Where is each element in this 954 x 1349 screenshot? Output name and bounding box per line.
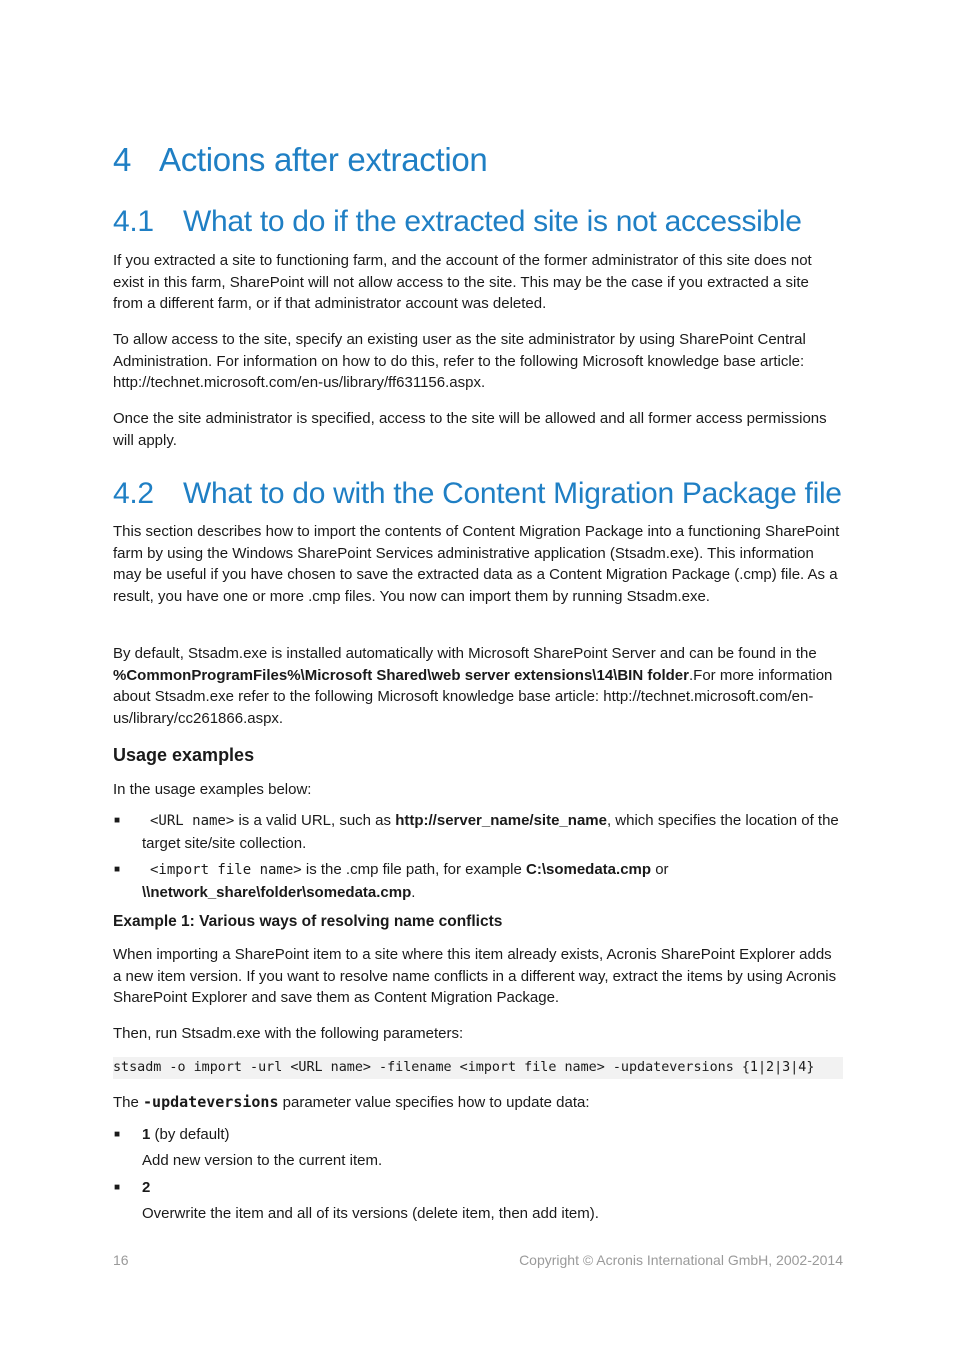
list-item — [113, 810, 843, 854]
text: or — [651, 861, 669, 878]
example-heading: Example 1: Various ways of resolving name conflicts — [113, 913, 503, 930]
code-term: -updateversions — [143, 1093, 279, 1111]
subsection-number: 4.2 — [113, 477, 154, 510]
paragraph: To allow access to the site, specify an existing user as the site administrator by using SharePoint Central Administration. For information on how to do this, refer to the following Microsoft knowledge base article: http://technet.microsoft.com/en-us/library/ff631156.aspx. — [113, 331, 806, 392]
usage-heading: Usage examples — [113, 745, 255, 765]
subsection-4-2-heading — [113, 477, 842, 511]
text: is the .cmp file path, for example — [301, 861, 526, 878]
square-bullet-icon: ■ — [114, 1182, 121, 1193]
text: (by default) — [150, 1126, 230, 1143]
list-item — [113, 859, 843, 903]
code-term: <import file name> — [150, 862, 302, 878]
square-bullet-icon: ■ — [114, 815, 121, 826]
text: The — [113, 1094, 144, 1111]
text: By default, Stsadm.exe is installed automatically with Microsoft SharePoint Server and can be found in the — [113, 645, 817, 662]
section-heading — [113, 141, 487, 179]
option-description: Overwrite the item and all of its versions (delete item, then add item). — [142, 1205, 599, 1222]
text: , which specifies the location of the target site/site collection. — [142, 812, 839, 852]
paragraph: This section describes how to import the contents of Content Migration Package into a functioning SharePoint farm by using the Windows SharePoint Services administrative application (Stsadm.exe). This information may be useful if you have chosen to save the extracted data as a Content Migration Package (.cmp) file. As a result, you have one or more .cmp files. You now can import them by running Stsadm.exe. — [113, 523, 840, 605]
list-item — [113, 1177, 843, 1199]
subsection-title: What to do if the extracted site is not accessible — [183, 205, 802, 238]
text: is a valid URL, such as — [234, 812, 396, 829]
bold-text: C:\somedata.cmp — [526, 861, 652, 878]
text: .For more information about Stsadm.exe refer to the following Microsoft knowledge base article: http://technet.microsoft.com/en-us/library/cc261866.aspx. — [113, 666, 833, 727]
option-number: 1 — [142, 1126, 151, 1143]
option-description: Add new version to the current item. — [142, 1152, 383, 1169]
folder-path: %CommonProgramFiles%\Microsoft Shared\web server extensions\14\BIN folder — [113, 666, 689, 684]
bold-text: \\network_share\folder\somedata.cmp — [142, 883, 412, 901]
square-bullet-icon: ■ — [114, 1129, 121, 1140]
subsection-number: 4.1 — [113, 205, 154, 238]
square-bullet-icon: ■ — [114, 864, 121, 875]
text: . — [411, 883, 416, 901]
bold-text: http://server_name/site_name — [395, 812, 607, 829]
list-item — [113, 1124, 843, 1146]
code-term: <URL name> — [150, 813, 235, 829]
page-number: 16 — [113, 1252, 129, 1268]
paragraph: If you extracted a site to functioning farm, and the account of the former administrator of this site does not exist in this farm, SharePoint will not allow access to the site. This may be the case if you extracted a site from a different farm, or if that administrator account was deleted. — [113, 252, 812, 313]
code-block: stsadm -o import -url <URL name> -filename <import file name> -updateversions {1|2|3|4} — [113, 1057, 843, 1079]
paragraph: Then, run Stsadm.exe with the following parameters: — [113, 1025, 464, 1042]
paragraph: Once the site administrator is specified, access to the site will be allowed and all former access permissions will apply. — [113, 410, 827, 449]
section-title: Actions after extraction — [159, 141, 488, 178]
section-number: 4 — [113, 141, 132, 178]
paragraph: When importing a SharePoint item to a site where this item already exists, Acronis SharePoint Explorer adds a new item version. If you want to resolve name conflicts in a different way, extract the items by using Acronis SharePoint Explorer and save them as Content Migration Package. — [113, 946, 837, 1007]
paragraph — [113, 1092, 843, 1114]
option-number: 2 — [142, 1179, 151, 1196]
subsection-title: What to do with the Content Migration Package file — [183, 477, 842, 510]
copyright: Copyright © Acronis International GmbH, 2002-2014 — [519, 1252, 843, 1268]
paragraph — [113, 643, 843, 729]
paragraph: In the usage examples below: — [113, 781, 312, 798]
text: parameter value specifies how to update data: — [278, 1094, 590, 1111]
subsection-4-1-heading — [113, 205, 802, 239]
